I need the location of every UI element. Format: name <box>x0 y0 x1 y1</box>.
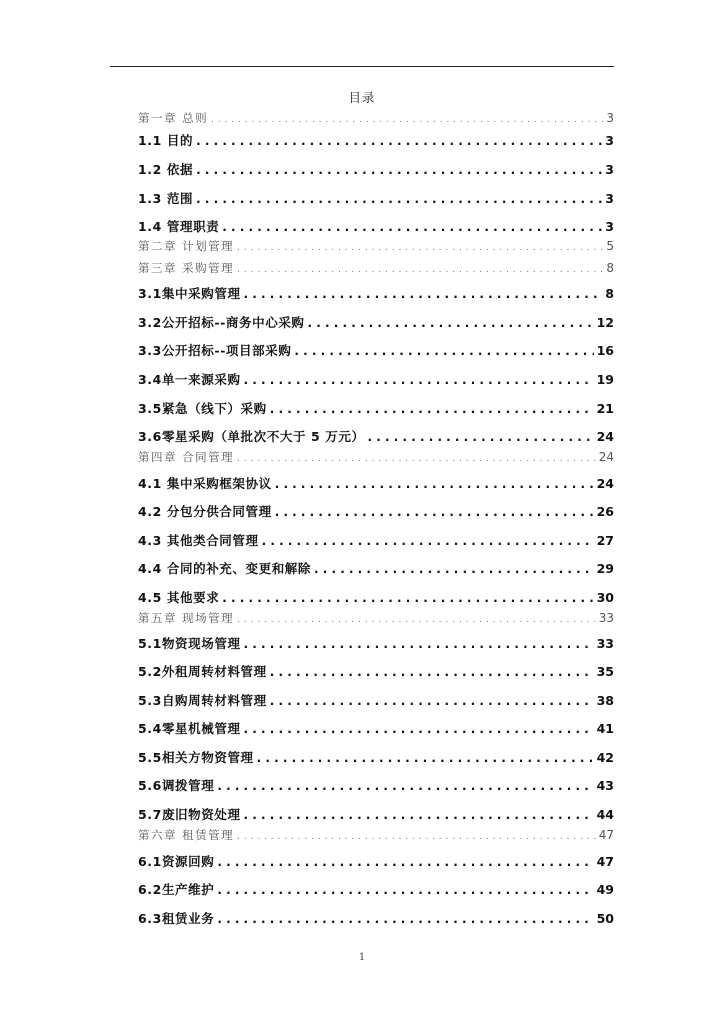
toc-dot-leader <box>244 722 594 736</box>
toc-entry-page: 16 <box>596 343 614 358</box>
toc-section-entry[interactable] <box>138 474 614 492</box>
toc-entry-label: 3.4单一来源采购 <box>138 372 241 387</box>
toc-entry-label: 4.5 其他要求 <box>138 590 220 605</box>
toc-dot-leader <box>196 163 602 177</box>
toc-entry-page: 3 <box>605 219 614 234</box>
toc-dot-leader <box>237 243 603 253</box>
toc-dot-leader <box>294 344 593 358</box>
toc-entry-label: 5.5相关方物资管理 <box>138 750 254 765</box>
toc-entry-page: 26 <box>596 504 614 519</box>
toc-chapter-entry[interactable] <box>138 449 614 465</box>
toc-entry-page: 19 <box>596 372 614 387</box>
page-number: 1 <box>358 952 366 963</box>
toc-dot-leader <box>270 665 594 679</box>
toc-dot-leader <box>244 637 594 651</box>
toc-section-entry[interactable] <box>138 662 614 680</box>
toc-dot-leader <box>275 505 594 519</box>
toc-section-entry[interactable] <box>138 341 614 359</box>
toc-entry-label: 3.1集中采购管理 <box>138 286 241 301</box>
toc-section-entry[interactable] <box>138 370 614 388</box>
toc-entry-page: 8 <box>606 261 614 275</box>
toc-dot-leader <box>217 855 593 869</box>
toc-entry-page: 47 <box>596 854 614 869</box>
toc-entry-label: 5.6调拨管理 <box>138 778 215 793</box>
table-of-contents <box>138 0 614 1024</box>
toc-entry-label: 4.4 合同的补充、变更和解除 <box>138 561 311 576</box>
toc-dot-leader <box>237 832 596 842</box>
toc-entry-label: 6.1资源回购 <box>138 854 215 869</box>
toc-entry-label: 3.6零星采购（单批次不大于 5 万元） <box>138 429 365 444</box>
toc-entry-label: 第一章 总则 <box>138 111 209 125</box>
toc-dot-leader <box>222 591 593 605</box>
toc-section-entry[interactable] <box>138 691 614 709</box>
toc-section-entry[interactable] <box>138 217 614 235</box>
toc-section-entry[interactable] <box>138 909 614 927</box>
toc-entry-page: 27 <box>596 533 614 548</box>
toc-entry-page: 30 <box>596 590 614 605</box>
toc-entry-label: 6.2生产维护 <box>138 882 215 897</box>
toc-entry-label: 5.2外租周转材料管理 <box>138 664 267 679</box>
toc-section-entry[interactable] <box>138 399 614 417</box>
toc-section-entry[interactable] <box>138 502 614 520</box>
toc-entry-label: 1.4 管理职责 <box>138 219 220 234</box>
toc-section-entry[interactable] <box>138 588 614 606</box>
toc-entry-label: 1.3 范围 <box>138 191 194 206</box>
toc-dot-leader <box>222 220 602 234</box>
toc-entry-label: 1.2 依据 <box>138 162 194 177</box>
toc-entry-label: 3.3公开招标--项目部采购 <box>138 343 292 358</box>
toc-section-entry[interactable] <box>138 189 614 207</box>
toc-section-entry[interactable] <box>138 531 614 549</box>
toc-section-entry[interactable] <box>138 748 614 766</box>
toc-dot-leader <box>196 134 602 148</box>
toc-section-entry[interactable] <box>138 284 614 302</box>
toc-dot-leader <box>237 615 596 625</box>
toc-dot-leader <box>275 477 594 491</box>
toc-chapter-entry[interactable] <box>138 610 614 626</box>
toc-chapter-entry[interactable] <box>138 260 614 276</box>
toc-section-entry[interactable] <box>138 160 614 178</box>
toc-entry-page: 49 <box>596 882 614 897</box>
toc-dot-leader <box>237 265 603 275</box>
toc-section-entry[interactable] <box>138 776 614 794</box>
toc-entry-page: 44 <box>596 807 614 822</box>
toc-dot-leader <box>196 192 602 206</box>
toc-section-entry[interactable] <box>138 719 614 737</box>
toc-entry-label: 第三章 采购管理 <box>138 261 235 275</box>
toc-entry-page: 24 <box>598 450 614 464</box>
toc-entry-label: 3.5紧急（线下）采购 <box>138 401 267 416</box>
toc-entry-label: 第六章 租赁管理 <box>138 828 235 842</box>
toc-chapter-entry[interactable] <box>138 110 614 126</box>
toc-chapter-entry[interactable] <box>138 827 614 843</box>
toc-entry-page: 3 <box>605 162 614 177</box>
toc-entry-page: 3 <box>605 191 614 206</box>
toc-entry-page: 33 <box>596 636 614 651</box>
toc-entry-page: 35 <box>596 664 614 679</box>
toc-entry-page: 24 <box>596 429 614 444</box>
toc-entry-label: 1.1 目的 <box>138 133 194 148</box>
toc-section-entry[interactable] <box>138 634 614 652</box>
toc-dot-leader <box>217 883 593 897</box>
toc-entry-page: 29 <box>596 561 614 576</box>
toc-chapter-entry[interactable] <box>138 238 614 254</box>
toc-entry-page: 38 <box>596 693 614 708</box>
toc-dot-leader <box>244 808 594 822</box>
toc-entry-page: 50 <box>596 911 614 926</box>
toc-entry-label: 5.7废旧物资处理 <box>138 807 241 822</box>
toc-dot-leader <box>308 316 594 330</box>
toc-entry-label: 4.3 其他类合同管理 <box>138 533 259 548</box>
toc-entry-label: 5.1物资现场管理 <box>138 636 241 651</box>
toc-entry-page: 12 <box>596 315 614 330</box>
toc-entry-label: 第二章 计划管理 <box>138 239 235 253</box>
toc-entry-label: 4.2 分包分供合同管理 <box>138 504 272 519</box>
toc-entry-page: 42 <box>596 750 614 765</box>
toc-entry-label: 第四章 合同管理 <box>138 450 235 464</box>
toc-dot-leader <box>314 562 594 576</box>
toc-entry-page: 3 <box>606 111 614 125</box>
toc-entry-label: 4.1 集中采购框架协议 <box>138 476 272 491</box>
toc-entry-label: 5.3自购周转材料管理 <box>138 693 267 708</box>
toc-title: 目录 <box>348 90 376 105</box>
toc-dot-leader <box>257 751 594 765</box>
toc-section-entry[interactable] <box>138 805 614 823</box>
toc-entry-page: 21 <box>596 401 614 416</box>
toc-entry-page: 5 <box>606 239 614 253</box>
toc-dot-leader <box>270 694 594 708</box>
toc-dot-leader <box>211 115 603 125</box>
toc-section-entry[interactable] <box>138 852 614 870</box>
toc-dot-leader <box>270 402 594 416</box>
toc-entry-page: 8 <box>605 286 614 301</box>
toc-entry-page: 33 <box>598 611 614 625</box>
toc-entry-label: 第五章 现场管理 <box>138 611 235 625</box>
toc-dot-leader <box>244 287 603 301</box>
toc-section-entry[interactable] <box>138 131 614 149</box>
toc-dot-leader <box>262 534 594 548</box>
toc-dot-leader <box>237 454 596 464</box>
toc-section-entry[interactable] <box>138 427 614 445</box>
toc-entry-page: 3 <box>605 133 614 148</box>
toc-section-entry[interactable] <box>138 313 614 331</box>
toc-entry-label: 6.3租赁业务 <box>138 911 215 926</box>
toc-dot-leader <box>217 779 593 793</box>
toc-entry-page: 24 <box>596 476 614 491</box>
toc-dot-leader <box>217 912 593 926</box>
toc-entry-label: 3.2公开招标--商务中心采购 <box>138 315 305 330</box>
toc-entry-page: 43 <box>596 778 614 793</box>
toc-entry-page: 47 <box>598 828 614 842</box>
toc-entry-page: 41 <box>596 721 614 736</box>
toc-section-entry[interactable] <box>138 559 614 577</box>
toc-section-entry[interactable] <box>138 880 614 898</box>
toc-dot-leader <box>368 430 594 444</box>
toc-entry-label: 5.4零星机械管理 <box>138 721 241 736</box>
toc-dot-leader <box>244 373 594 387</box>
